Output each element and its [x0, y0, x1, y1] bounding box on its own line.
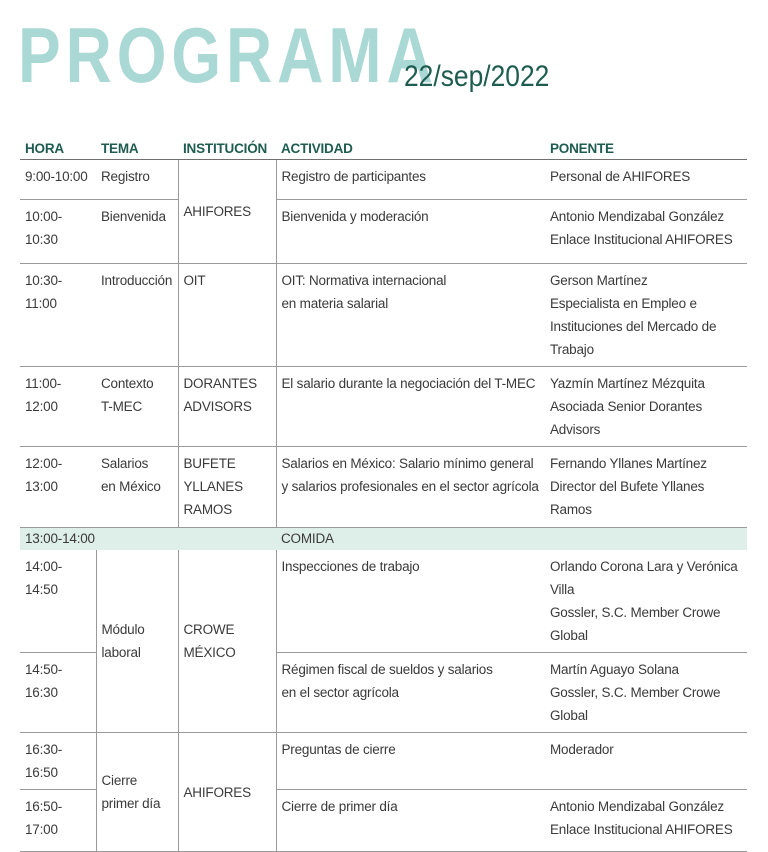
cell-ponente [545, 790, 747, 852]
tema-line: Cierre [101, 773, 138, 788]
actividad-line: en materia salarial [281, 296, 389, 311]
tema-line: Salarios [101, 456, 149, 471]
institucion-text: AHIFORES [183, 784, 251, 800]
ponente-text: Personal de AHIFORES [550, 169, 691, 184]
cell-hora [20, 264, 96, 367]
cell-ponente [545, 160, 747, 200]
ponente-role: Asociada Senior Dorantes Advisors [550, 399, 703, 437]
lunch-row [20, 528, 747, 551]
cell-actividad [276, 200, 545, 264]
table-row [20, 447, 747, 528]
ponente-name: Martín Aguayo Solana [550, 662, 679, 677]
ponente-role: Especialista en Empleo e [550, 296, 697, 311]
cell-hora [20, 653, 96, 733]
actividad-line: Régimen fiscal de sueldos y salarios [281, 662, 493, 677]
tema-text: Introducción [101, 273, 173, 288]
ponente-name: Moderador [550, 742, 614, 757]
ponente-role: Enlace Institucional AHIFORES [550, 822, 733, 837]
table-row [20, 200, 747, 264]
hora-text: 13:00-14:00 [25, 531, 95, 546]
cell-tema [96, 160, 178, 200]
actividad-text: Inspecciones de trabajo [281, 559, 420, 574]
ponente-name: Antonio Mendizabal González [550, 799, 724, 814]
cell-tema [96, 367, 178, 447]
cell-actividad [276, 653, 545, 733]
ponente-role: Enlace Institucional AHIFORES [550, 232, 733, 247]
tema-text: Bienvenida [101, 209, 166, 224]
table-header [20, 136, 747, 160]
institucion-text: OIT [183, 273, 206, 288]
cell-ponente [545, 447, 747, 528]
page-title: PROGRAMA [18, 11, 438, 99]
cell-actividad [276, 367, 545, 447]
col-actividad: ACTIVIDAD [276, 136, 545, 160]
table-row [20, 733, 747, 790]
ponente-name: Orlando Corona Lara y Verónica Villa [550, 559, 738, 597]
ponente-name: Fernando Yllanes Martínez [550, 456, 707, 471]
table-row [20, 264, 747, 367]
ponente-role: Gossler, S.C. Member Crowe Global [550, 605, 721, 643]
hora-text: 10:00-10:30 [25, 209, 63, 247]
tema-line: laboral [101, 645, 141, 660]
cell-hora [20, 200, 96, 264]
cell-tema [96, 200, 178, 264]
cell-institucion [178, 264, 276, 367]
tema-line: T-MEC [101, 399, 142, 414]
actividad-text: El salario durante la negociación del T-MEC [281, 376, 536, 391]
table-row [20, 160, 747, 200]
cell-hora [20, 550, 96, 653]
hora-text: 9:00-10:00 [25, 169, 88, 184]
ponente-name: Antonio Mendizabal González [550, 209, 724, 224]
cell-ponente [545, 550, 747, 653]
institucion-text: CROWE MÉXICO [183, 622, 236, 660]
hora-text: 10:30-11:00 [25, 273, 63, 311]
cell-institucion [178, 367, 276, 447]
cell-ponente [545, 367, 747, 447]
cell-hora [20, 528, 276, 551]
hora-text: 16:50-17:00 [25, 799, 63, 837]
cell-actividad [276, 160, 545, 200]
institucion-line: BUFETE [183, 456, 236, 471]
actividad-text: Cierre de primer día [281, 799, 398, 814]
actividad-text: Preguntas de cierre [281, 742, 396, 757]
cell-actividad [276, 733, 545, 790]
program-table [20, 136, 747, 852]
cell-ponente [545, 264, 747, 367]
actividad-text: COMIDA [281, 531, 334, 546]
col-hora: HORA [20, 136, 96, 160]
cell-hora [20, 367, 96, 447]
ponente-name: Gerson Martínez [550, 273, 648, 288]
ponente-name: Yazmín Martínez Mézquita [550, 376, 705, 391]
institucion-text: AHIFORES [183, 204, 251, 219]
col-tema: TEMA [96, 136, 178, 160]
hora-text: 14:00-14:50 [25, 559, 63, 597]
hora-text: 16:30-16:50 [25, 742, 63, 780]
actividad-text: Registro de participantes [281, 169, 426, 184]
tema-line: en México [101, 479, 161, 494]
cell-tema [96, 733, 178, 852]
cell-institucion [178, 447, 276, 528]
cell-actividad [276, 528, 747, 551]
cell-actividad [276, 447, 545, 528]
cell-institucion [178, 550, 276, 733]
actividad-line: OIT: Normativa internacional [281, 273, 447, 288]
table-row [20, 550, 747, 653]
cell-institucion [178, 733, 276, 852]
tema-line: Módulo [101, 622, 145, 637]
cell-tema [96, 447, 178, 528]
cell-actividad [276, 264, 545, 367]
cell-actividad [276, 790, 545, 852]
cell-tema [96, 264, 178, 367]
institucion-line: YLLANES [183, 479, 243, 494]
tema-line: Contexto [101, 376, 154, 391]
institucion-line: ADVISORS [183, 399, 252, 414]
hora-text: 11:00-12:00 [25, 376, 62, 414]
institucion-line: DORANTES [183, 376, 257, 391]
hora-text: 12:00-13:00 [25, 456, 63, 494]
col-ponente: PONENTE [545, 136, 747, 160]
tema-line: primer día [101, 796, 161, 811]
tema-text: Registro [101, 169, 150, 184]
institucion-line: RAMOS [183, 502, 233, 517]
cell-hora [20, 733, 96, 790]
actividad-line: y salarios profesionales en el sector agrícola [281, 479, 539, 494]
table-row [20, 367, 747, 447]
ponente-role: Gossler, S.C. Member Crowe Global [550, 685, 721, 723]
cell-hora [20, 790, 96, 852]
cell-ponente [545, 653, 747, 733]
actividad-line: Salarios en México: Salario mínimo general [281, 456, 534, 471]
ponente-role: Instituciones del Mercado de Trabajo [550, 319, 717, 357]
cell-hora [20, 447, 96, 528]
cell-tema [96, 550, 178, 733]
actividad-line: en el sector agrícola [281, 685, 399, 700]
hora-text: 14:50-16:30 [25, 662, 63, 700]
actividad-text: Bienvenida y moderación [281, 209, 429, 224]
cell-ponente [545, 733, 747, 790]
event-date: 22/sep/2022 [404, 60, 550, 93]
ponente-role: Director del Bufete Yllanes Ramos [550, 479, 705, 517]
cell-actividad [276, 550, 545, 653]
cell-ponente [545, 200, 747, 264]
cell-institucion [178, 160, 276, 264]
cell-hora [20, 160, 96, 200]
col-institucion: INSTITUCIÓN [178, 136, 276, 160]
